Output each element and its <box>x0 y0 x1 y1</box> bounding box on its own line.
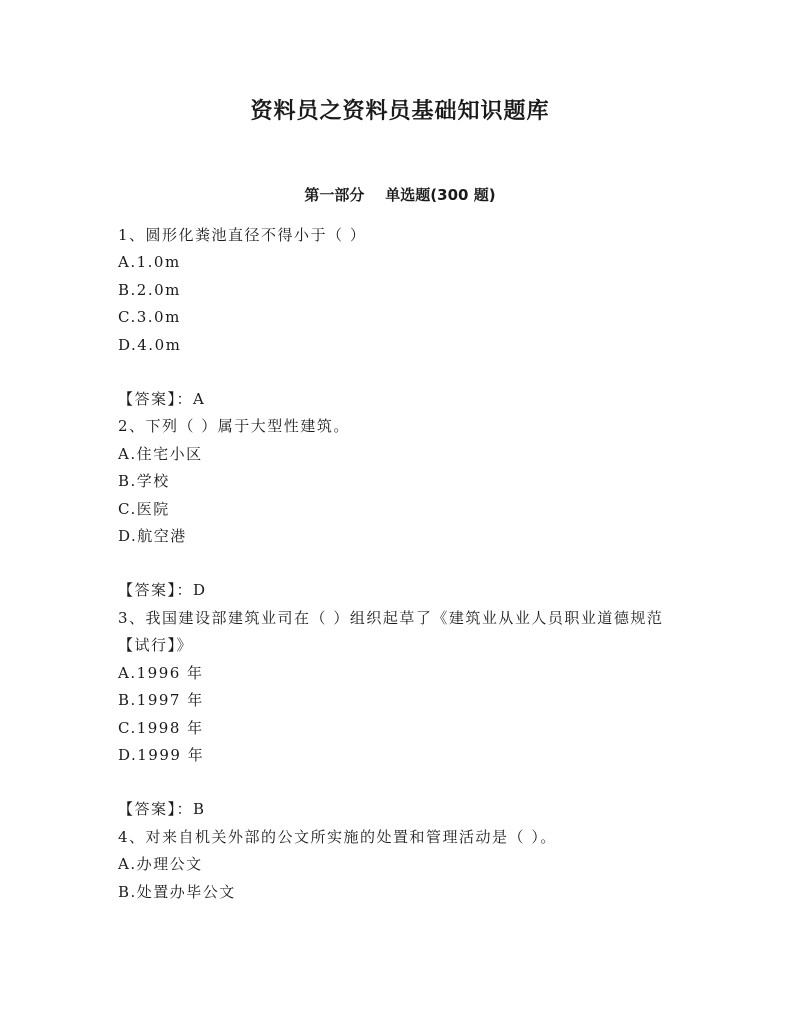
option-c: C.1998 年 <box>118 718 204 737</box>
option-c: C.3.0m <box>118 308 181 327</box>
answer-line <box>118 577 688 604</box>
answer-value: B <box>193 800 206 819</box>
question-stem: 1、圆形化粪池直径不得小于（ ） <box>118 226 367 244</box>
option-a: A.1996 年 <box>118 663 204 682</box>
question-4 <box>118 824 688 906</box>
question-stem: 2、下列（ ）属于大型性建筑。 <box>118 417 350 436</box>
option-a: A.住宅小区 <box>118 444 203 463</box>
answer-label: 【答案】： <box>118 800 194 819</box>
option-a: A.1.0m <box>118 253 181 272</box>
option-b: B.处置办毕公文 <box>118 882 236 901</box>
answer-label: 【答案】： <box>118 390 194 409</box>
question-3 <box>118 605 688 824</box>
option-b: B.学校 <box>118 472 170 491</box>
option-c: C.医院 <box>118 499 170 518</box>
answer-label: 【答案】： <box>118 581 194 600</box>
option-b: B.2.0m <box>118 280 181 299</box>
option-d: D.4.0m <box>118 335 182 354</box>
question-list <box>118 222 688 906</box>
option-b: B.1997 年 <box>118 691 204 710</box>
question-2 <box>118 413 688 604</box>
answer-line <box>118 386 688 413</box>
answer-value: A <box>193 390 206 409</box>
document-title: 资料员之资料员基础知识题库 <box>250 99 550 124</box>
answer-value: D <box>193 581 207 600</box>
question-1 <box>118 222 688 413</box>
option-a: A.办理公文 <box>118 855 203 874</box>
question-stem: 3、我国建设部建筑业司在（ ）组织起草了《建筑业从业人员职业道德规范【试行】》 <box>118 608 664 655</box>
section-title: 第一部分 单选题(300 题) <box>304 186 496 204</box>
option-d: D.航空港 <box>118 527 187 546</box>
question-stem: 4、对来自机关外部的公文所实施的处置和管理活动是（ ）。 <box>118 827 557 846</box>
answer-line <box>118 796 688 823</box>
option-d: D.1999 年 <box>118 745 205 764</box>
